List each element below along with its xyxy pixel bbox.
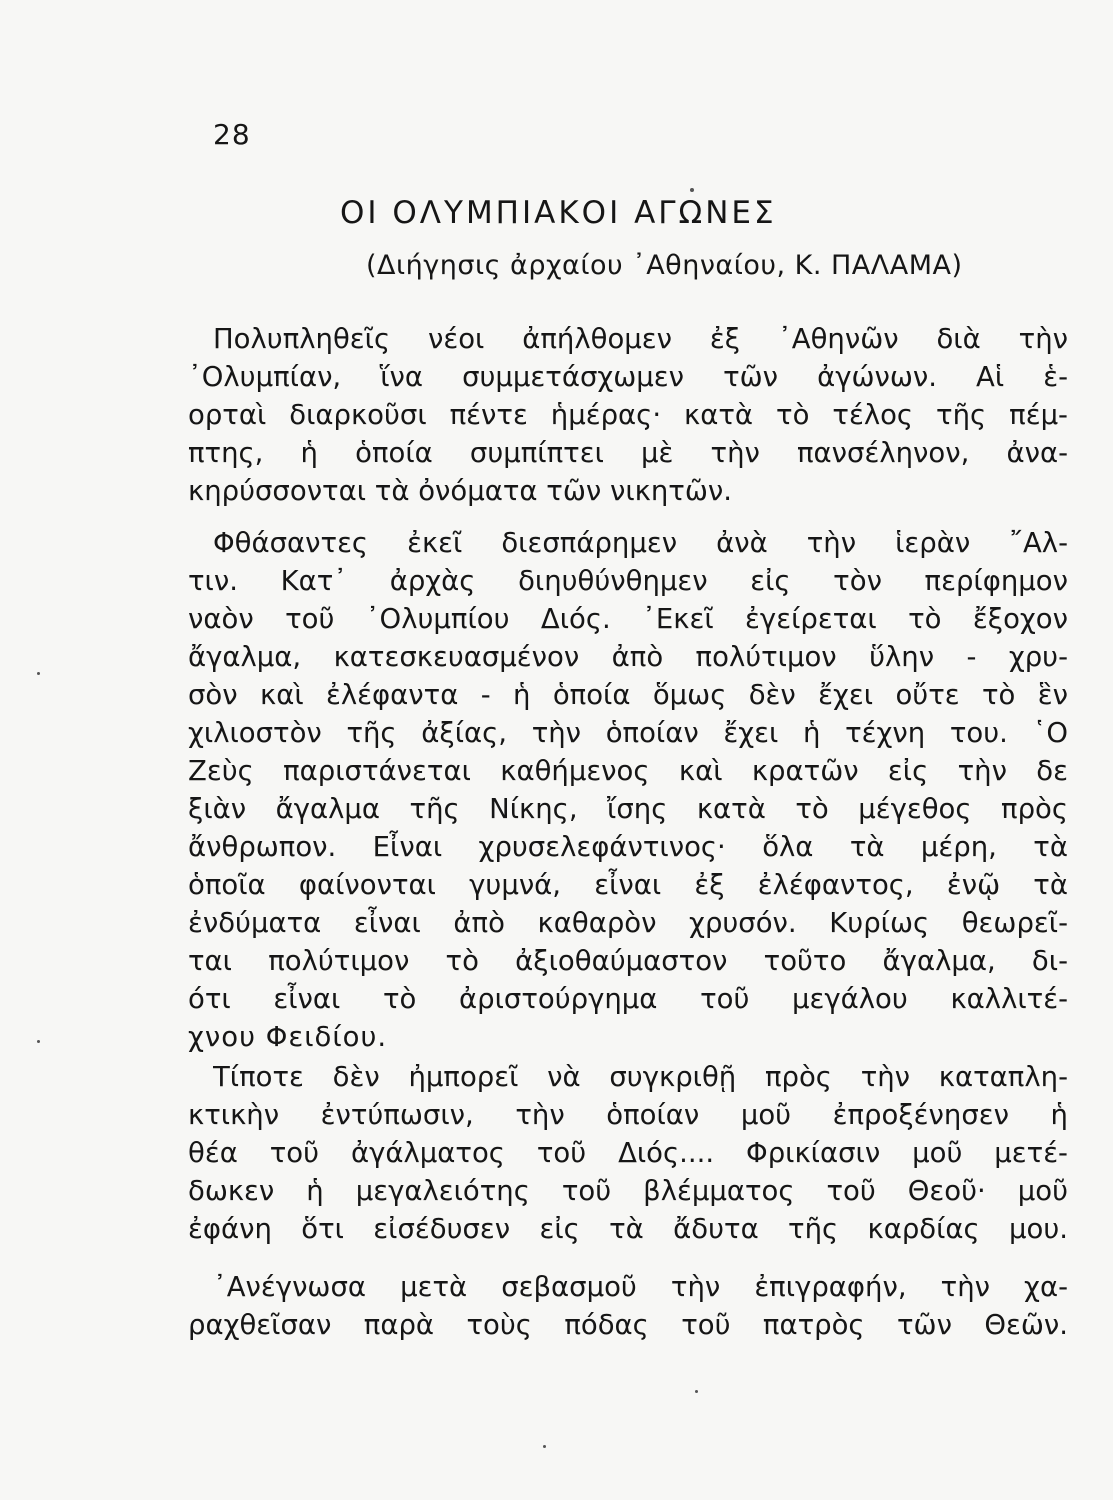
text-line: ἐνδύματα εἶναι ἀπὸ καθαρὸν χρυσόν. Κυρίως θεωρεῖ- — [188, 907, 1068, 939]
text-line: Φθάσαντες ἐκεῖ διεσπάρημεν ἀνὰ τὴν ἱερὰν ῎Αλ- — [213, 527, 1068, 559]
text-line: πτης, ἡ ὁποία συμπίπτει μὲ τὴν πανσέληνον, ἀνα- — [188, 437, 1068, 469]
text-line: ξιὰν ἄγαλμα τῆς Νίκης, ἴσης κατὰ τὸ μέγεθος πρὸς — [188, 793, 1068, 825]
text-line: ἄνθρωπον. Εἶναι χρυσελεφάντινος· ὅλα τὰ μέρη, τὰ — [188, 831, 1068, 863]
text-line: δωκεν ἡ μεγαλειότης τοῦ βλέμματος τοῦ Θεοῦ· μοῦ — [188, 1175, 1068, 1207]
text-line: χιλιοστὸν τῆς ἀξίας, τὴν ὁποίαν ἔχει ἡ τέχνη του. ῾Ο — [188, 717, 1068, 749]
text-line: ναὸν τοῦ ᾿Ολυμπίου Διός. ᾿Εκεῖ ἐγείρεται τὸ ἔξοχον — [188, 603, 1068, 635]
text-line: κηρύσσονται τὰ ὀνόματα τῶν νικητῶν. — [188, 475, 732, 507]
text-line: ορταὶ διαρκοῦσι πέντε ἡμέρας· κατὰ τὸ τέλος τῆς πέμ- — [188, 399, 1068, 431]
text-line: ᾿Ολυμπίαν, ἵνα συμμετάσχωμεν τῶν ἀγώνων. Αἱ ἑ- — [188, 361, 1068, 393]
text-line: τιν. Κατ᾿ ἀρχὰς διηυθύνθημεν εἰς τὸν περίφημον — [188, 565, 1068, 597]
text-line: ται πολύτιμον τὸ ἀξιοθαύμαστον τοῦτο ἄγαλμα, δι- — [188, 945, 1068, 977]
text-line: ότι εἶναι τὸ ἀριστούργημα τοῦ μεγάλου καλλιτέ- — [188, 983, 1068, 1015]
paper-speck — [543, 1445, 546, 1448]
paper-speck — [690, 188, 694, 192]
paper-speck — [37, 672, 40, 675]
text-line: ἐφάνη ὅτι εἰσέδυσεν εἰς τὰ ἄδυτα τῆς καρδίας μου. — [188, 1213, 1068, 1245]
text-line: ὁποῖα φαίνονται γυμνά, εἶναι ἐξ ἐλέφαντος, ἐνῷ τὰ — [188, 869, 1068, 901]
text-line: Πολυπληθεῖς νέοι ἀπήλθομεν ἐξ ᾿Αθηνῶν διὰ τὴν — [213, 323, 1068, 355]
text-line: χνου Φειδίου. — [188, 1021, 388, 1053]
paper-speck — [37, 1040, 40, 1043]
text-line: ᾿Ανέγνωσα μετὰ σεβασμοῦ τὴν ἐπιγραφήν, τὴν χα- — [213, 1271, 1068, 1303]
text-line: Ζεὺς παριστάνεται καθήμενος καὶ κρατῶν εἰς τὴν δε — [188, 755, 1068, 787]
text-line: ἄγαλμα, κατεσκευασμένον ἀπὸ πολύτιμον ὕλην - χρυ- — [188, 641, 1068, 673]
text-line: σὸν καὶ ἐλέφαντα - ἡ ὁποία ὅμως δὲν ἔχει οὔτε τὸ ἓν — [188, 679, 1068, 711]
text-line: θέα τοῦ ἀγάλματος τοῦ Διός.... Φρικίασιν μοῦ μετέ- — [188, 1137, 1068, 1169]
page-number: 28 — [213, 118, 251, 151]
chapter-subtitle: (Διήγησις ἀρχαίου ᾿Αθηναίου, Κ. ΠΑΛΑΜΑ) — [366, 250, 963, 281]
text-line: κτικὴν ἐντύπωσιν, τὴν ὁποίαν μοῦ ἐπροξένησεν ἡ — [188, 1099, 1068, 1131]
text-line: Τίποτε δὲν ἠμπορεῖ νὰ συγκριθῇ πρὸς τὴν καταπλη- — [213, 1061, 1068, 1093]
text-line: ραχθεῖσαν παρὰ τοὺς πόδας τοῦ πατρὸς τῶν Θεῶν. — [188, 1309, 1068, 1341]
paper-speck — [695, 1390, 698, 1393]
chapter-title: ΟΙ ΟΛΥΜΠΙΑΚΟΙ ΑΓΩΝΕΣ — [340, 195, 777, 231]
